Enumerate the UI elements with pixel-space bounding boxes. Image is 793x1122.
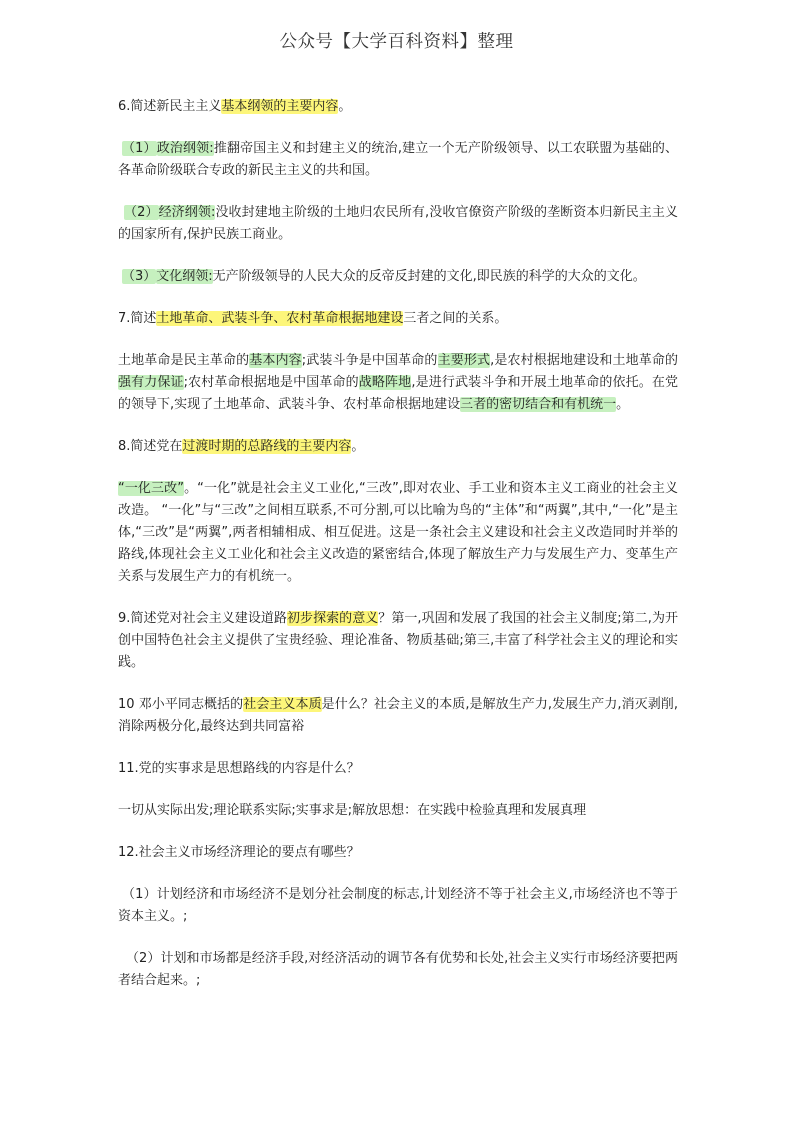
q6-a1-index: （1）: [122, 141, 157, 156]
q7-hl-1: 基本内容: [249, 353, 302, 368]
q9-prefix: 9.简述党对社会主义建设道路: [118, 611, 287, 626]
q6-highlight: 基本纲领的主要内容: [221, 99, 339, 114]
q6-answer-2: [118, 202, 678, 246]
q8-hl-1: “一化三改”: [118, 481, 184, 496]
question-10: [118, 694, 678, 738]
q6-a1-text: 推翻帝国主义和封建主义的统治,建立一个无产阶级领导、以工农联盟为基础的、各革命阶级联合专政的新民主主义的共和国。: [118, 141, 678, 178]
q8-prefix: 8.简述党在: [118, 439, 183, 454]
q7-text-6: 。: [616, 397, 630, 412]
q9-highlight: 初步探索的意义: [286, 611, 379, 626]
q7-text-3: ,是农村根据地建设和土地革命的: [490, 353, 678, 368]
q6-a2-text: 没收封建地主阶级的土地归农民所有,没收官僚资产阶级的垄断资本归新民主主义的国家所有,保护民族工商业。: [118, 205, 678, 242]
question-12: 12.社会主义市场经济理论的要点有哪些？: [118, 845, 360, 860]
q6-suffix: 。: [338, 99, 352, 114]
q8-suffix: 。: [351, 439, 365, 454]
q10-suffix: 是什么？社会主义的本质,是解放生产力,发展生产力,消灭剥削,消除两极分化,最终达到共同富裕: [118, 697, 678, 734]
question-9: [118, 608, 678, 674]
q7-text-4: ;农村革命根据地是中国革命的: [183, 375, 359, 390]
q6-answer-3: [118, 266, 678, 288]
q6-answer-1: [118, 138, 678, 182]
q6-prefix: 6.简述新民主主义: [118, 99, 222, 114]
q6-a1-label: 政治纲领:: [156, 141, 214, 156]
q12-answer-2: （2）计划和市场都是经济手段,对经济活动的调节各有优势和长处,社会主义实行市场经济要把两者结合起来。;: [118, 951, 678, 988]
q7-answer: [118, 350, 678, 416]
q7-hl-4: 战略阵地: [358, 375, 412, 390]
q10-prefix: 10 邓小平同志概括的: [118, 697, 244, 712]
q6-a3-label: 文化纲领:: [156, 269, 213, 284]
q8-highlight: 过渡时期的总路线的主要内容: [182, 439, 352, 454]
document-body: [118, 96, 678, 992]
q7-suffix: 三者之间的关系。: [403, 311, 508, 326]
q6-a2-index: （2）: [124, 205, 159, 220]
q12-answer-1: （1）计划经济和市场经济不是划分社会制度的标志,计划经济不等于社会主义,市场经济也不等于资本主义。;: [118, 887, 678, 924]
question-8: [118, 436, 678, 458]
page-header: 公众号【大学百科资料】整理: [279, 32, 514, 52]
q7-text-5: ,是进行武装斗争和开展土地革命的依托。在党的领导下,实现了土地革命、武装斗争、农村革命根据地建设: [118, 375, 678, 412]
question-11: 11.党的实事求是思想路线的内容是什么？: [118, 761, 360, 776]
question-7: [118, 308, 678, 330]
q8-answer: [118, 478, 678, 588]
q8-text: 。“一化”就是社会主义工业化,“三改”,即对农业、手工业和资本主义工商业的社会主义改造。 “一化”与“三改”之间相互联系,不可分割,可以比喻为鸟的“主体”和“两翼”,其中,“一化”是主体,“三改”是“两翼”,两者相辅相成、相互促进。这是一条社会主义建设和社会主义改造同时并举的路线,体现社会主义工业化和社会主义改造的紧密结合,体现了解放生产力与发展生产力、变革生产关系与发展生产力的有机统一。: [118, 481, 678, 584]
q10-highlight: 社会主义本质: [243, 697, 322, 712]
q7-hl-2: 主要形式: [437, 353, 491, 368]
q7-text-2: ;武装斗争是中国革命的: [301, 353, 438, 368]
question-6: [118, 96, 678, 118]
q7-hl-3: 强有力保证: [118, 375, 184, 390]
q7-prefix: 7.简述: [118, 311, 157, 326]
q9-suffix: ？第一,巩固和发展了我国的社会主义制度;第二,为开创中国特色社会主义提供了宝贵经验、理论准备、物质基础;第三,丰富了科学社会主义的理论和实践。: [118, 611, 678, 670]
q7-text-1: 土地革命是民主革命的: [118, 353, 250, 368]
q7-hl-5: 三者的密切结合和有机统一: [460, 397, 617, 412]
q6-a2-label: 经济纲领:: [158, 205, 216, 220]
q11-answer: 一切从实际出发;理论联系实际;实事求是;解放思想：在实践中检验真理和发展真理: [118, 803, 587, 818]
q7-highlight: 土地革命、武装斗争、农村革命根据地建设: [156, 311, 404, 326]
q6-a3-text: 无产阶级领导的人民大众的反帝反封建的文化,即民族的科学的大众的文化。: [212, 269, 646, 284]
q6-a3-index: （3）: [122, 269, 157, 284]
